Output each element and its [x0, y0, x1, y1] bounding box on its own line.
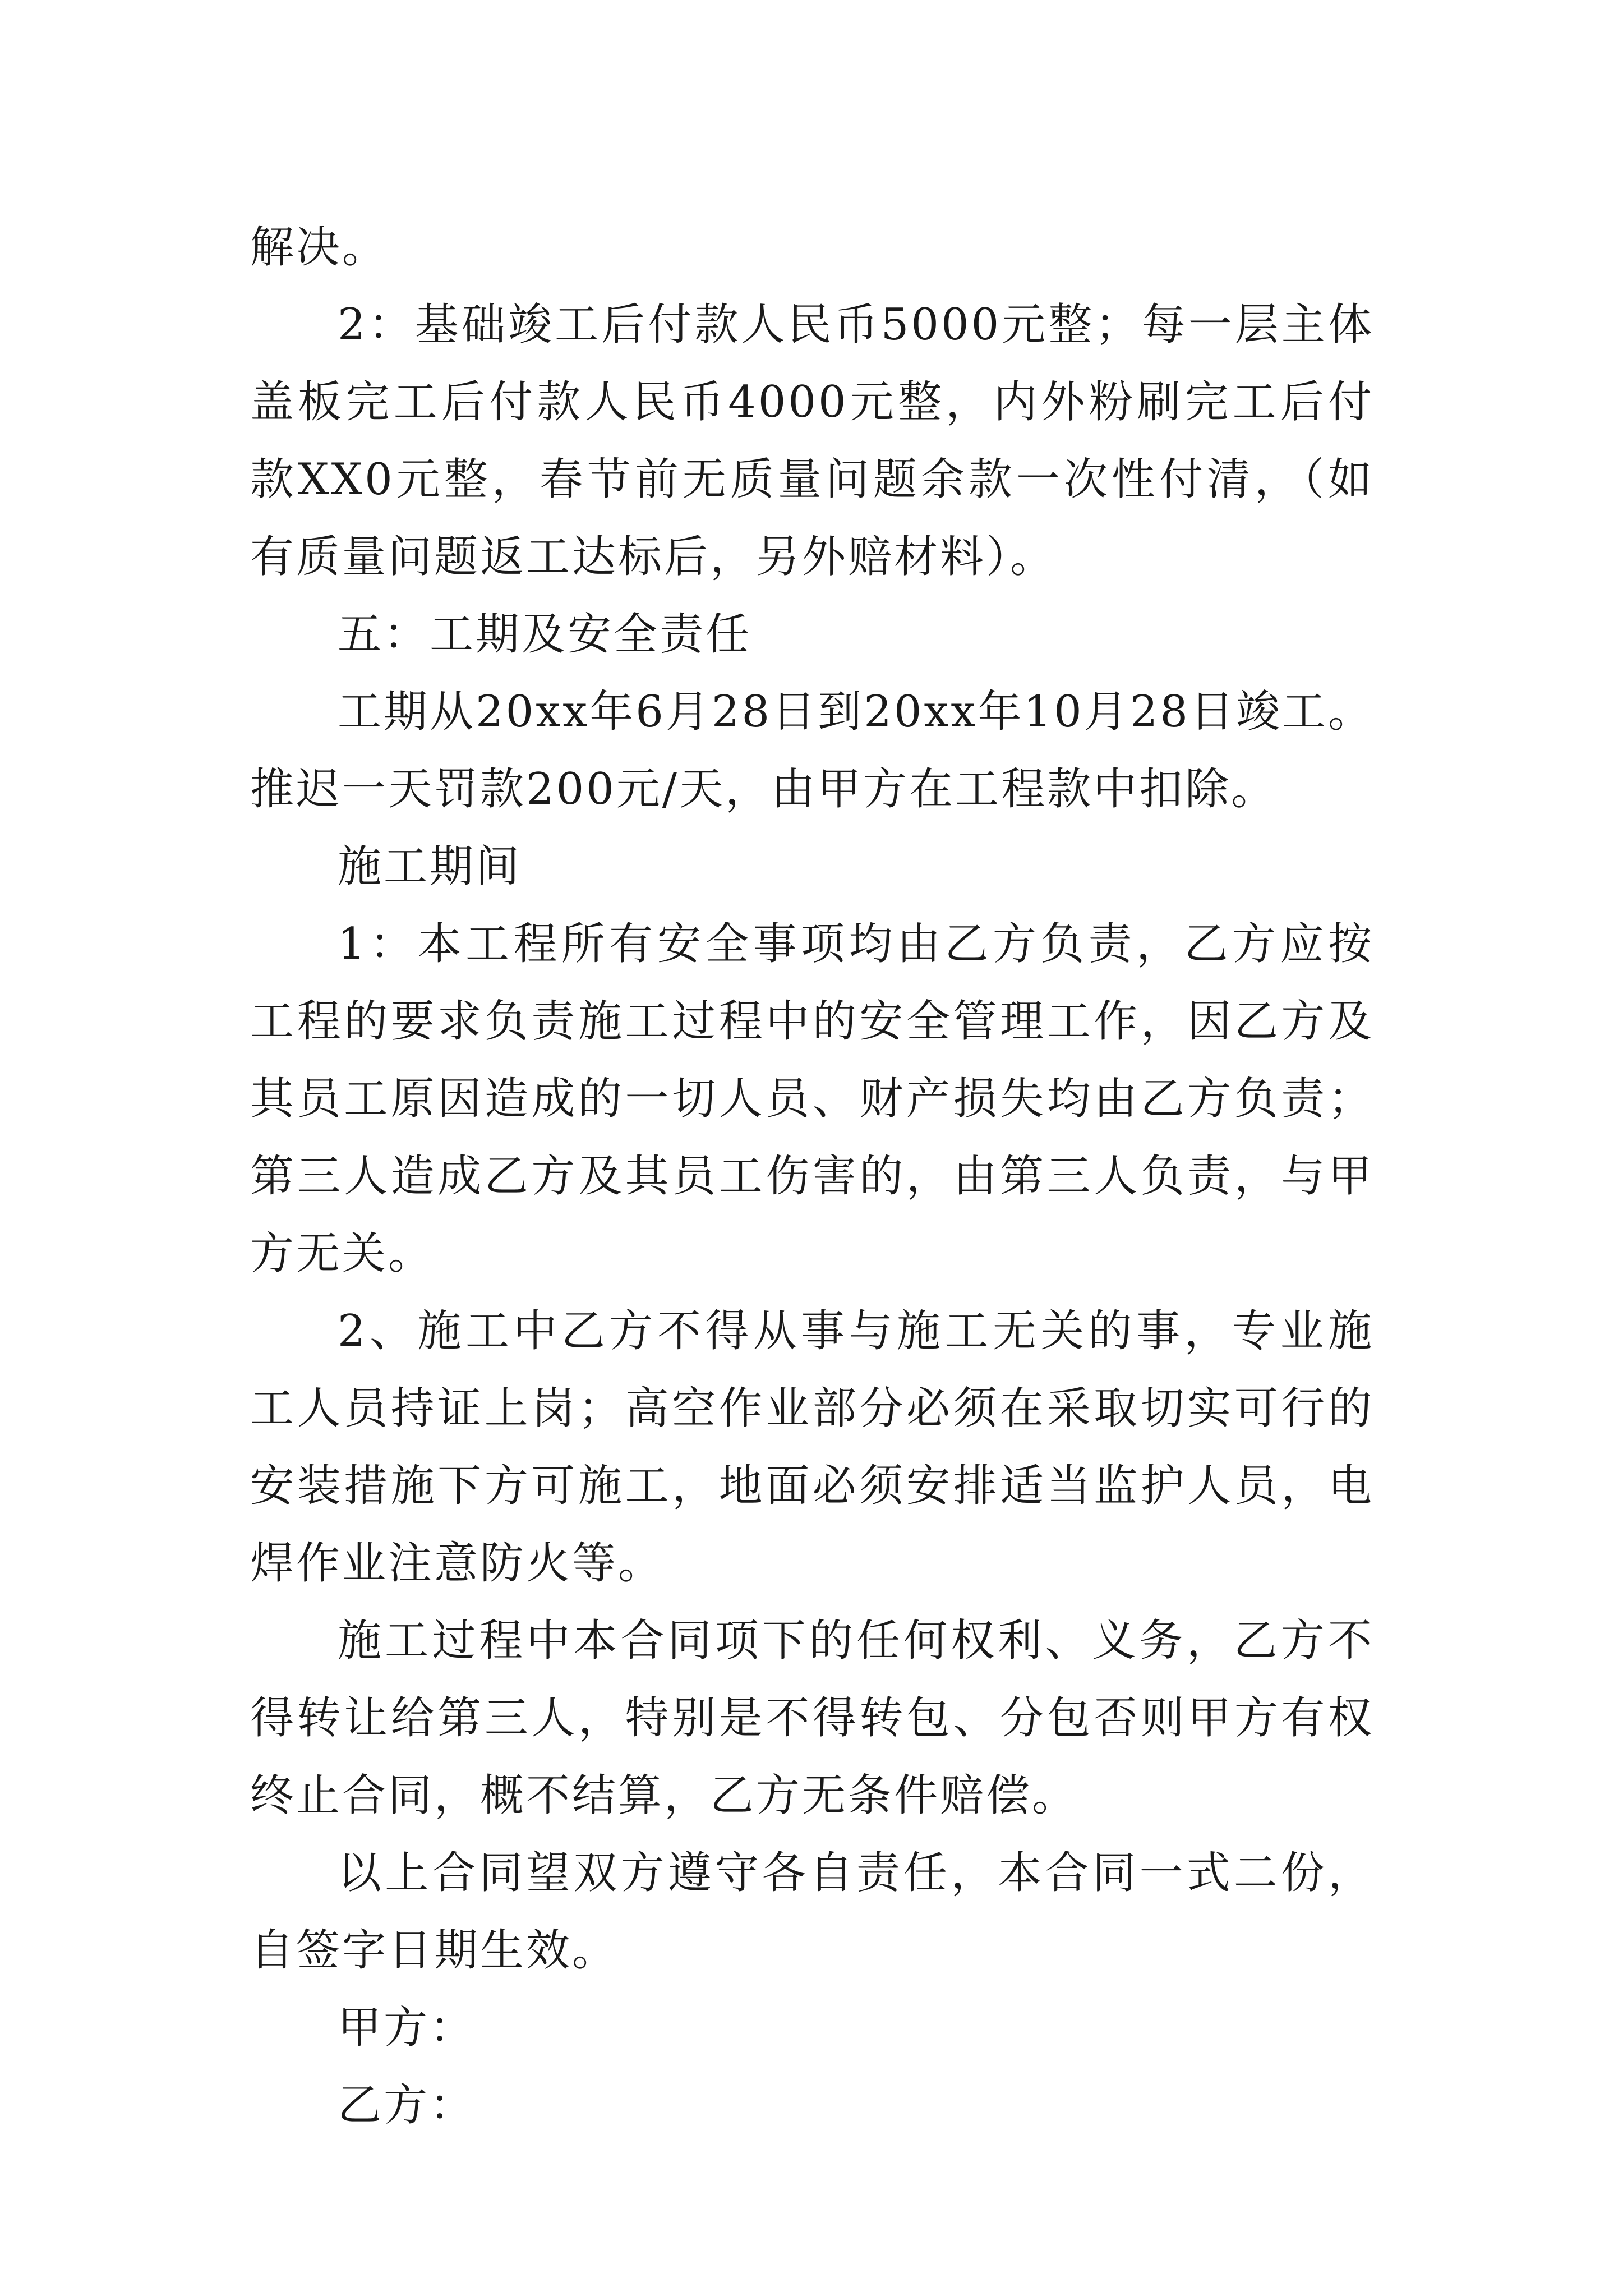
party-a-signature-line: 甲方：: [338, 2003, 476, 2053]
subheading-construction-period: 施工期间: [338, 841, 522, 892]
section-heading-schedule-safety: 五：工期及安全责任: [338, 609, 752, 660]
paragraph-no-transfer: 施工过程中本合同项下的任何权利、义务，乙方不得转让给第三人，特别是不得转包、分包否则甲方有权终止合同，概不结算，乙方无条件赔偿。: [250, 1616, 1374, 1821]
paragraph-payment-terms: 2：基础竣工后付款人民币5000元整；每一层主体盖板完工后付款人民币4000元整，内外粉刷完工后付款XX0元整，春节前无质量问题余款一次性付清，（如有质量问题返工达标后，另外赔材料）。: [250, 300, 1374, 582]
paragraph-continuation: 解决。: [250, 222, 389, 273]
paragraph-schedule: 工期从20xx年6月28日到20xx年10月28日竣工。推迟一天罚款200元/天，由甲方在工程款中扣除。: [250, 687, 1374, 815]
paragraph-work-rules: 2、施工中乙方不得从事与施工无关的事，专业施工人员持证上岗；高空作业部分必须在采取切实可行的安装措施下方可施工，地面必须安排适当监护人员，电焊作业注意防火等。: [250, 1306, 1374, 1589]
paragraph-safety-responsibility: 1：本工程所有安全事项均由乙方负责，乙方应按工程的要求负责施工过程中的安全管理工作，因乙方及其员工原因造成的一切人员、财产损失均由乙方负责；第三人造成乙方及其员工伤害的，由第三人负责，与甲方无关。: [250, 919, 1374, 1279]
party-b-signature-line: 乙方：: [338, 2080, 476, 2131]
contract-body: [250, 209, 1374, 2144]
paragraph-effectiveness: 以上合同望双方遵守各自责任，本合同一式二份，自签字日期生效。: [250, 1848, 1374, 1976]
